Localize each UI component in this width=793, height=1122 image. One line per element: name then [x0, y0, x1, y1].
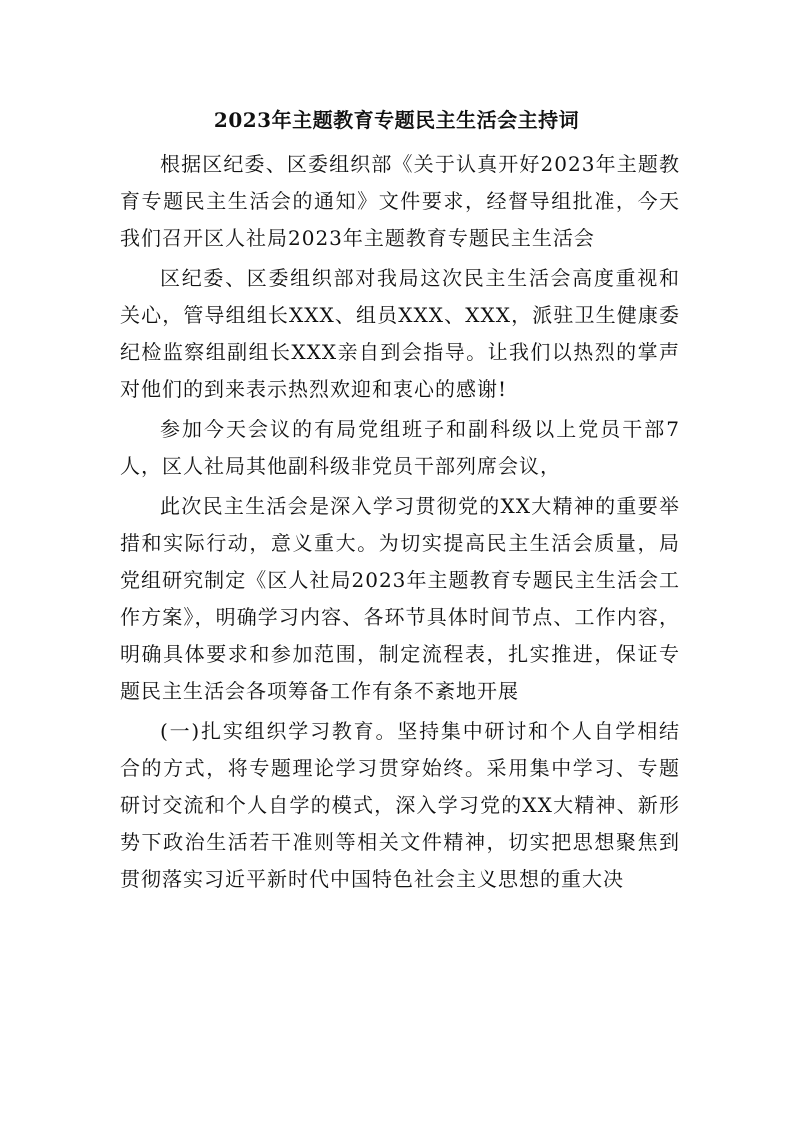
- paragraph-study: (一)扎实组织学习教育。坚持集中研讨和个人自学相结合的方式，将专题理论学习贯穿始终。采用集中学习、专题研讨交流和个人自学的模式，深入学习党的XX大精神、新形势下政治生活若干准则等相关文件精神，切实把思想聚焦到贯彻落实习近平新时代中国特色社会主义思想的重大决: [120, 719, 680, 891]
- paragraph-guests: 区纪委、区委组织部对我局这次民主生活会高度重视和关心，管导组组长XXX、组员XXX、XXX，派驻卫生健康委纪检监察组副组长XXX亲自到会指导。让我们以热烈的掌声对他们的到来表示热烈欢迎和衷心的感谢!: [120, 266, 680, 401]
- paragraph-attendees: 参加今天会议的有局党组班子和副科级以上党员干部7人，区人社局其他副科级非党员干部列席会议，: [120, 417, 680, 478]
- paragraph-opening: 根据区纪委、区委组织部《关于认真开好2023年主题教育专题民主生活会的通知》文件要求，经督导组批准，今天我们召开区人社局2023年主题教育专题民主生活会: [120, 152, 680, 250]
- paragraph-significance: 此次民主生活会是深入学习贯彻党的XX大精神的重要举措和实际行动，意义重大。为切实提高民主生活会质量，局党组研究制定《区人社局2023年主题教育专题民主生活会工作方案》，明确学习内容、各环节具体时间节点、工作内容，明确具体要求和参加范围，制定流程表，扎实推进，保证专题民主生活会各项筹备工作有条不紊地开展: [120, 494, 680, 703]
- document-body: [120, 146, 680, 901]
- document-title: 2023年主题教育专题民主生活会主持词: [213, 108, 580, 132]
